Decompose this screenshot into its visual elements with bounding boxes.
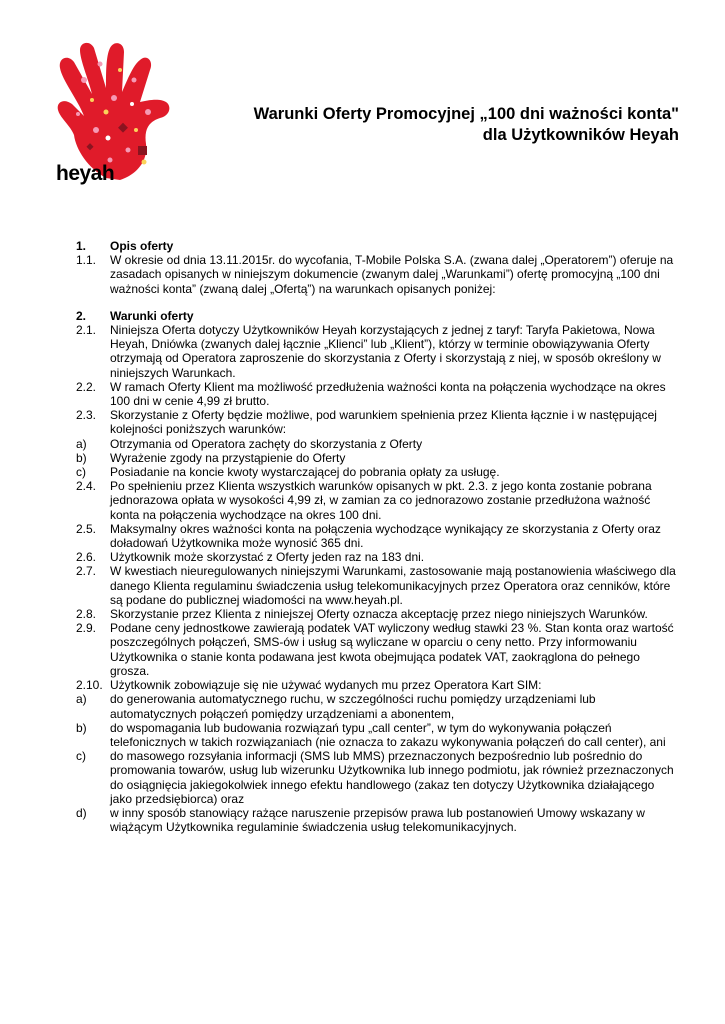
item-text: Posiadanie na koncie kwoty wystarczającej do pobrania opłaty za usługę. (110, 465, 500, 480)
list-item (76, 607, 676, 621)
item-text: Użytkownik zobowiązuje się nie używać wydanych mu przez Operatora Kart SIM: (110, 678, 542, 693)
list-item (76, 564, 676, 607)
item-number: c) (76, 465, 86, 480)
section-heading (76, 239, 676, 253)
list-item (76, 550, 676, 564)
list-item (76, 678, 676, 692)
section-heading (76, 309, 676, 323)
list-item (76, 465, 676, 479)
item-text: Otrzymania od Operatora zachęty do skorzystania z Oferty (110, 436, 423, 451)
item-text: Po spełnieniu przez Klienta wszystkich warunków opisanych w pkt. 2.3. z jego konta zostanie pobrana jednorazowa opłata w wysokości 4,99 zł, w zamian za co jednorazowo zostanie przedłużona ważność konta na połączenia wychodzące na okres 100 dni. (110, 479, 652, 522)
list-item (76, 692, 676, 720)
item-number: c) (76, 749, 86, 764)
item-text: Podane ceny jednostkowe zawierają podatek VAT wyliczony według stawki 23 %. Stan konta oraz wartość poszczególnych połączeń, SMS-ów i usług są wyliczane w oparciu o ceny netto. Przy informowaniu Użytkownika o stanie konta podawana jest kwota obejmująca podatek VAT, zaokrąglona do pełnego grosza. (110, 621, 674, 678)
item-text: Maksymalny okres ważności konta na połączenia wychodzące wynikający ze skorzystania z Oferty oraz doładowań Użytkownika może wynosić 365 dni. (110, 521, 661, 551)
list-item (76, 749, 676, 806)
item-number: d) (76, 805, 87, 820)
item-number: 2.1. (76, 323, 97, 338)
item-text: Niniejsza Oferta dotyczy Użytkowników Heyah korzystających z jednej z taryf: Taryfa Pakietowa, Nowa Heyah, Dniówka (zwanych dalej łącznie „Klienci” lub „Klient”), którzy w terminie obowiązywania Oferty otrzymają od Operatora zaproszenie do skorzystania z Oferty i skorzystają z niej, w sposób określony w niniejszych Warunkach. (110, 323, 661, 380)
item-text: W okresie od dnia 13.11.2015r. do wycofania, T-Mobile Polska S.A. (zwana dalej „Operatorem”) oferuje na zasadach opisanych w niniejszym dokumencie (zwanym dalej „Warunkami”) ofertę promocyjną „100 dni ważności konta” (zwaną dalej „Ofertą”) na warunkach opisanych poniżej: (110, 253, 674, 296)
item-number: a) (76, 692, 87, 707)
list-item (76, 621, 676, 678)
item-text: do masowego rozsyłania informacji (SMS lub MMS) przeznaczonych bezpośrednio lub pośrednio do promowania towarów, usług lub wizerunku Użytkownika lub innego podmiotu, jak również przeznaczonych do osiągnięcia jakiegokolwiek innego efektu handlowego (zakaz ten dotyczy Użytkownika działającego jako przedsiębiorca) oraz (110, 749, 674, 806)
list-item (76, 721, 676, 749)
item-number: b) (76, 450, 87, 465)
item-number: 2.3. (76, 408, 97, 423)
title-line-2: dla Użytkowników Heyah (482, 126, 679, 144)
item-text: do wspomagania lub budowania rozwiązań typu „call center”, w tym do wykonywania połączeń telefonicznych w takich rozwiązaniach (nie oznacza to zakazu wykonywania połączeń do call center), ani (110, 720, 666, 749)
item-number: 1.1. (76, 253, 97, 268)
list-item (76, 323, 676, 380)
brand-wordmark: heyah (56, 162, 115, 185)
item-number: b) (76, 720, 87, 735)
section-number: 1. (76, 239, 87, 253)
section-number: 2. (76, 308, 87, 323)
item-text: Skorzystanie przez Klienta z niniejszej Oferty oznacza akceptację przez niego niniejszych Warunków. (110, 607, 648, 622)
document-body (76, 239, 676, 834)
item-number: 2.5. (76, 521, 97, 536)
item-text: W ramach Oferty Klient ma możliwość przedłużenia ważności konta na połączenia wychodzące na okres 100 dni w cenie 4,99 zł brutto. (110, 379, 666, 409)
page-title (254, 104, 679, 146)
item-text: Użytkownik może skorzystać z Oferty jeden raz na 183 dni. (110, 550, 425, 565)
list-item (76, 437, 676, 451)
section-title: Warunki oferty (110, 308, 194, 323)
list-item (76, 451, 676, 465)
item-text: do generowania automatycznego ruchu, w szczególności ruchu pomiędzy urządzeniami lub automatycznych połączeń pomiędzy urządzeniami a abonentem, (110, 692, 596, 721)
list-item (76, 380, 676, 408)
item-text: Wyrażenie zgody na przystąpienie do Oferty (110, 450, 346, 465)
item-number: 2.8. (76, 607, 97, 622)
item-text: Skorzystanie z Oferty będzie możliwe, pod warunkiem spełnienia przez Klienta łącznie i w następującej kolejności poniższych warunków: (110, 408, 657, 437)
item-number: 2.10. (76, 678, 103, 693)
title-line-1: Warunki Oferty Promocyjnej „100 dni ważności konta" (253, 105, 679, 123)
section-title: Opis oferty (110, 239, 174, 253)
list-item (76, 479, 676, 522)
list-item (76, 253, 676, 296)
heyah-logo (48, 40, 198, 190)
item-number: 2.6. (76, 550, 97, 565)
list-item (76, 408, 676, 436)
item-number: 2.4. (76, 479, 97, 494)
item-number: 2.9. (76, 621, 97, 636)
item-number: 2.7. (76, 564, 97, 579)
item-number: a) (76, 436, 87, 451)
item-text: W kwestiach nieuregulowanych niniejszymi Warunkami, zastosowanie mają postanowienia właściwego dla danego Klienta regulaminu świadczenia usług telekomunikacyjnych przez Operatora oraz cenników, które są podane do publicznej wiadomości na www.heyah.pl. (110, 564, 676, 607)
item-number: 2.2. (76, 379, 97, 394)
list-item (76, 806, 676, 834)
list-item (76, 522, 676, 550)
item-text: w inny sposób stanowiący rażące naruszenie przepisów prawa lub postanowień Umowy wskazany w wiążącym Użytkownika regulaminie świadczenia usług telekomunikacyjnych. (110, 805, 645, 835)
